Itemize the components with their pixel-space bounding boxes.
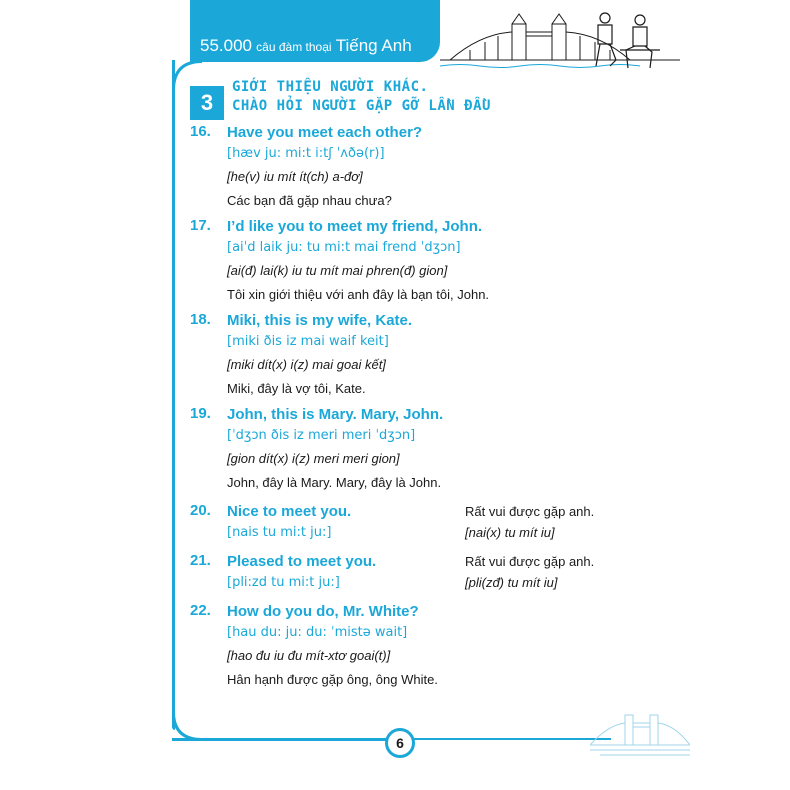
english-phrase: Miki, this is my wife, Kate. (227, 312, 413, 329)
english-phrase: I’d like you to meet my friend, John. (227, 218, 483, 235)
book-title-end: Tiếng Anh (335, 36, 412, 55)
vietnamese-translation: Hân hạnh được gặp ông, ông White. (227, 672, 438, 687)
entry-number: 18. (190, 311, 211, 328)
vietnamese-translation: Các bạn đã gặp nhau chưa? (227, 193, 392, 208)
section-title (232, 78, 491, 116)
vietnamese-pronunciation: [miki dít(x) i(z) mai goai kết] (227, 357, 386, 372)
ipa-transcription: [hæv ju: mi:t i:tʃ ˈʌðə(r)] (227, 146, 385, 161)
ipa-transcription: [aiˈd laik ju: tu mi:t mai frend ˈdʒɔn] (227, 240, 461, 255)
vietnamese-pronunciation: [gion dít(x) i(z) meri meri gion] (227, 451, 400, 466)
frame-bottom-border-right (411, 738, 611, 740)
book-title (200, 36, 412, 56)
vietnamese-translation: Rất vui được gặp anh. (465, 504, 595, 519)
vietnamese-translation: Miki, đây là vợ tôi, Kate. (227, 381, 366, 396)
frame-left-border (172, 60, 175, 730)
book-title-middle: câu đàm thoại (256, 40, 332, 54)
entry-number: 20. (190, 502, 211, 519)
ipa-transcription: [ˈdʒɔn ðis iz meri meri ˈdʒɔn] (227, 428, 416, 443)
english-phrase: Nice to meet you. (227, 503, 352, 520)
vietnamese-pronunciation: [hao đu iu đu mít-xtơ goai(t)] (227, 648, 391, 663)
entry-number: 21. (190, 552, 211, 569)
entry-number: 19. (190, 405, 211, 422)
ipa-transcription: [pli:zd tu mi:t ju:] (227, 575, 340, 590)
section-title-line1: GIỚI THIỆU NGƯỜI KHÁC. (232, 79, 429, 95)
vietnamese-pronunciation: [pli(zđ) tu mít iu] (465, 575, 558, 590)
entry-number: 16. (190, 123, 211, 140)
vietnamese-pronunciation: [nai(x) tu mít iu] (465, 525, 555, 540)
entry-number: 22. (190, 602, 211, 619)
english-phrase: How do you do, Mr. White? (227, 603, 419, 620)
frame-corner-bottom (172, 712, 202, 742)
vietnamese-pronunciation: [he(v) iu mít ít(ch) a-đơ] (227, 169, 363, 184)
english-phrase: John, this is Mary. Mary, John. (227, 406, 444, 423)
vietnamese-translation: Rất vui được gặp anh. (465, 554, 595, 569)
page-number: 6 (385, 728, 415, 758)
ipa-transcription: [hau du: ju: du: ˈmistə wait] (227, 625, 408, 640)
english-phrase: Have you meet each other? (227, 124, 423, 141)
section-number: 3 (190, 86, 224, 120)
ipa-transcription: [miki ðis iz mai waif keit] (227, 334, 389, 349)
vietnamese-pronunciation: [ai(đ) lai(k) iu tu mít mai phren(đ) gion] (227, 263, 448, 278)
english-phrase: Pleased to meet you. (227, 553, 377, 570)
frame-bottom-border (172, 738, 387, 741)
section-title-line2: CHÀO HỎI NGƯỜI GẶP GỠ LẦN ĐẦU (232, 98, 491, 114)
ipa-transcription: [nais tu mi:t ju:] (227, 525, 332, 540)
entry-number: 17. (190, 217, 211, 234)
vietnamese-translation: Tôi xin giới thiệu với anh đây là bạn tôi, John. (227, 287, 490, 302)
tower-bridge-illustration (440, 10, 680, 80)
vietnamese-translation: John, đây là Mary. Mary, đây là John. (227, 475, 442, 490)
book-title-number: 55.000 (200, 36, 252, 55)
footer-bridge-illustration (590, 705, 690, 760)
